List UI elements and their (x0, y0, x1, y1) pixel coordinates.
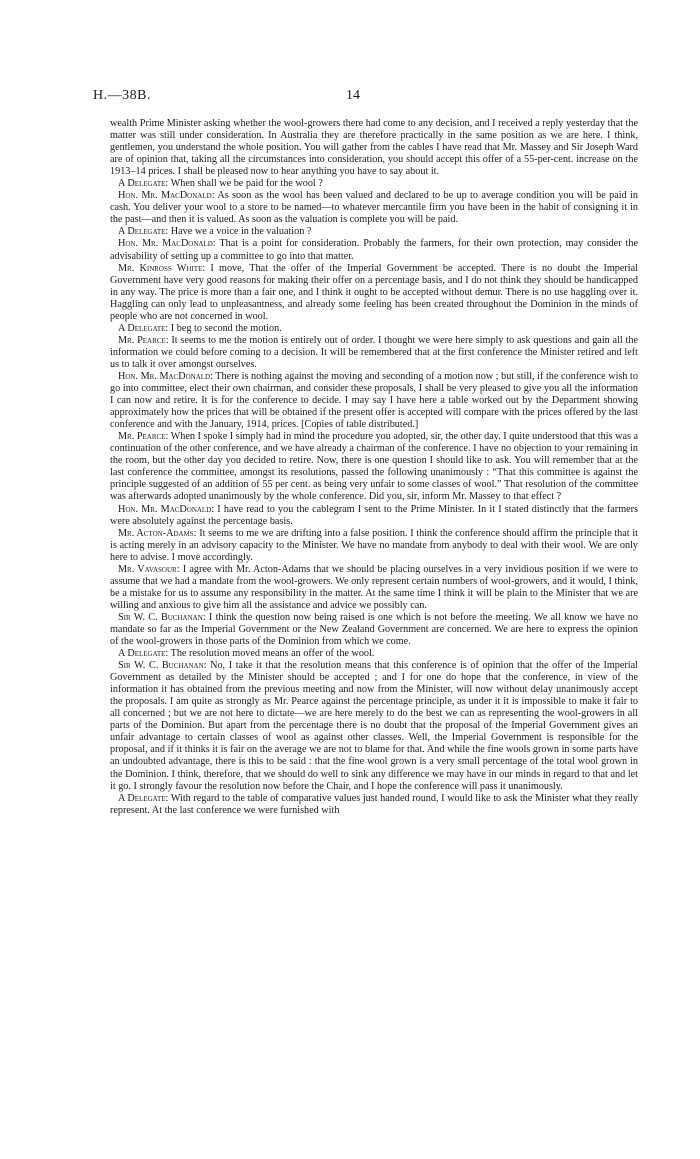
paragraph-text: : I move, That the offer of the Imperial Government be accepted. There is no doubt the Imperial Government have very good reasons for making their offer on a percentage basis, and I do not think they should be handicapped in any way. The price is more than a fair one, and I think it ought to be accepted without demur. There is no use haggling over it. Haggling can only lead to unpleasantness, and already some feeling has been created throughout the Dominion in the minds of people who are not concerned in wool. (110, 262, 638, 322)
paragraph-text: : No, I take it that the resolution means that this conference is of opinion that the offer of the Imperial Government as detailed by the Minister should be accepted ; and I for one do hope that the conference, in view of the information it has obtained from the previous meeting and now from the Minister, will now without delay unanimously accept the proposals. I am quite as strongly as Mr. Pearce against the percentage principle, as under it it is impossible to make it fair to all concerned ; but we are not here to dictate—we are here merely to do the best we can as representing the wool-growers in all parts of the Dominion. But apart from the percentage there is no doubt that the proposal of the Imperial Government gives an unfair advantage to certain classes of wool as against other classes. Well, the Imperial Government is responsible for the proposal, and if it thinks it is fair on the average we are not to blame for that. And while the fine wools grown in some parts have an undoubted advantage, there is this to be said : that the fine wool grown is a very small percentage of the total wool grown in the Dominion. I think, therefore, that we should do well to sink any difference we may have in our minds in regard to that and let it go. I strongly favour the resolution now before the Chair, and I hope the conference will pass it unanimously. (110, 660, 638, 792)
speaker-name: A Delegate (118, 322, 166, 334)
paragraph-text: : I agree with Mr. Acton-Adams that we should be placing ourselves in a very invidious position if we were to assume that we had a mandate from the wool-growers. We only represent certain numbers of wool-growers, and it would, I think, be a mistake for us to assume any responsibility in the matter. At the same time I think it will be plain to the Minister that we are willing and anxious to give him all the assistance and advice we possibly can. (110, 563, 638, 611)
paragraph-text: : When shall we be paid for the wool ? (165, 178, 323, 190)
paragraph-text: : Have we a voice in the valuation ? (165, 226, 312, 238)
paragraph (110, 226, 638, 238)
paragraph (110, 335, 638, 371)
paragraph (110, 118, 638, 178)
speaker-name: Mr. Kinross White (118, 262, 203, 274)
paragraph (110, 371, 638, 431)
speaker-name: Mr. Vavasour (118, 563, 177, 575)
speaker-name: Hon. Mr. MacDonald (118, 238, 213, 250)
page-header (93, 88, 638, 108)
paragraph-text: : I have read to you the cablegram I sent to the Prime Minister. In it I stated distinctly that the farmers were absolutely against the percentage basis. (110, 503, 638, 527)
page-number: 14 (346, 88, 360, 103)
speaker-name: Sir W. C. Buchanan (118, 611, 203, 623)
paragraph-text: : When I spoke I simply had in mind the procedure you adopted, sir, the other day. I quite understood that this was a continuation of the other conference, and we have already a chairman of the conference. I have no objection to your remaining in the room, but the other day you decided to retire. Now, there is one question I should like to ask. You will remember that at the last conference the committee, amongst its resolutions, passed the following unanimously : “That this committee is against the principle suggested of an addition of 55 per cent. as being very unfair to some classes of wool.” That resolution of the committee was afterwards adopted unanimously by the whole conference. Did you, sir, inform Mr. Massey to that effect ? (110, 431, 639, 503)
paragraph (110, 263, 638, 323)
paragraph-text: : With regard to the table of comparative values just handed round, I would like to ask the Minister what they really represent. At the last conference we were furnished with (110, 792, 638, 816)
speaker-name: Mr. Acton-Adams (118, 527, 194, 539)
paragraph (110, 528, 638, 564)
paragraph-text: : It seems to me we are drifting into a false position. I think the conference should affirm the principle that it is acting merely in an advisory capacity to the Minister. We have no mandate from anybody to deal with their wool. We are only here to advise. I move accordingly. (110, 527, 638, 563)
speaker-name: Mr. Pearce (118, 334, 166, 346)
paragraph (110, 660, 638, 793)
paragraph-text: : I beg to second the motion. (165, 322, 282, 334)
paragraph-text: : It seems to me the motion is entirely out of order. I thought we were here simply to ask questions and gain all the information we could before coming to a decision. It will be remembered that at the first conference the Minister retired and left us to talk it over amongst ourselves. (110, 334, 638, 370)
paragraph-text: : There is nothing against the moving and seconding of a motion now ; but still, if the conference wish to go into committee, elect their own chairman, and consider these proposals, I shall be very pleased to give you all the information I can now and retire. It is for the conference to decide. I may say I have here a table worked out by the Department showing approximately how the prices that will be obtained if the present offer is accepted will compare with the prices offered by the last conference and with the January, 1914, prices. [Copies of table distributed.] (110, 370, 638, 431)
paragraph (110, 238, 638, 262)
paragraph (110, 648, 638, 660)
paragraph-text: wealth Prime Minister asking whether the wool-growers there had come to any decision, and I received a reply yesterday that the matter was still under consideration. In Australia they are therefore practically in the same position as we are here. I think, gentlemen, you understand the whole position. You will gather from the cables I have read that Mr. Massey and Sir Joseph Ward are of opinion that, taking all the circumstances into consideration, you should accept this offer of a 55-per-cent. increase on the 1913–14 prices. I shall be pleased now to hear anything you have to say about it. (110, 118, 638, 178)
speaker-name: Mr. Pearce (118, 431, 166, 443)
speaker-name: Hon. Mr. MacDonald (118, 503, 212, 515)
paragraph (110, 564, 638, 612)
paragraph (110, 190, 638, 226)
paragraph-text: : As soon as the wool has been valued and declared to be up to average condition you will be paid in cash. You deliver your wool to a store to be named—to whatever mercantile firm you have been in the habit of consigning it in the past—and then it is valued. As soon as the valuation is complete you will be paid. (110, 190, 638, 226)
speaker-name: Hon. Mr. MacDonald (118, 190, 212, 202)
paragraph (110, 793, 638, 817)
paragraph (110, 504, 638, 528)
paragraph (110, 612, 638, 648)
paragraph-text: : The resolution moved means an offer of the wool. (165, 648, 375, 660)
speaker-name: Hon. Mr. MacDonald (118, 370, 211, 382)
paragraph (110, 178, 638, 190)
speaker-name: A Delegate (118, 178, 166, 190)
body-text (110, 118, 638, 817)
speaker-name: A Delegate (118, 648, 166, 660)
speaker-name: A Delegate (118, 792, 166, 804)
paragraph-text: : I think the question now being raised is one which is not before the meeting. We all know we have no mandate so far as the Imperial Government or the New Zealand Government are concerned. We are here to express the opinion of the wool-growers in those parts of the Dominion from which we come. (110, 611, 638, 648)
paragraph (110, 323, 638, 335)
paragraph (110, 431, 638, 503)
paragraph-text: : That is a point for consideration. Probably the farmers, for their own protection, may consider the advisability of setting up a committee to go into that matter. (110, 238, 638, 262)
speaker-name: Sir W. C. Buchanan (118, 660, 204, 672)
speaker-name: A Delegate (118, 226, 166, 238)
document-reference: H.—38B. (93, 88, 151, 103)
